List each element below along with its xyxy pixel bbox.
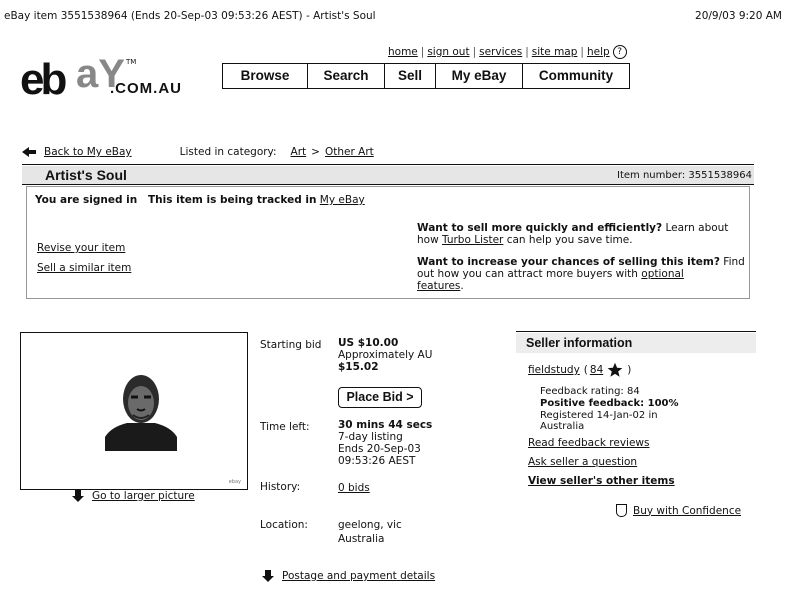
seller-heading: Seller information — [526, 336, 633, 350]
back-to-my-ebay-link[interactable]: Back to My eBay — [44, 146, 132, 158]
turbo-lister-link[interactable]: Turbo Lister — [442, 234, 504, 246]
ends-date: Ends 20-Sep-03 — [338, 443, 421, 455]
category-other-art-link[interactable]: Other Art — [324, 146, 374, 158]
seller-rule — [516, 331, 756, 332]
feedback-score-link[interactable]: 84 — [589, 364, 604, 376]
tracked-my-ebay-link[interactable]: My eBay — [319, 194, 365, 206]
nav-my-ebay[interactable]: My eBay — [436, 64, 523, 88]
main-nav — [222, 63, 630, 89]
postage-down-arrow-icon[interactable] — [262, 570, 274, 582]
sign-out-link[interactable]: sign out — [427, 46, 470, 58]
location-country: Australia — [338, 533, 385, 545]
promo1-text-b: how — [417, 234, 439, 246]
location-value: geelong, vic — [338, 519, 402, 531]
promo1-text-a: Learn about — [662, 222, 729, 234]
score-close: ) — [627, 364, 632, 376]
category-art-link[interactable]: Art — [290, 146, 307, 158]
print-datetime: 20/9/03 9:20 AM — [695, 10, 782, 22]
help-icon[interactable]: ? — [613, 45, 627, 59]
logo-domain: .COM.AU — [110, 80, 182, 97]
ask-seller-link[interactable]: Ask seller a question — [528, 456, 638, 468]
site-map-link[interactable]: site map — [531, 46, 578, 58]
breadcrumb — [22, 146, 374, 158]
time-left-label: Time left: — [260, 421, 310, 433]
logo-ay-letters: aY — [76, 52, 125, 96]
seller-other-items-link[interactable]: View seller's other items — [528, 475, 675, 487]
top-links: home | sign out | services | site map | help ? — [388, 45, 627, 59]
buy-with-confidence-row — [616, 504, 741, 517]
buy-with-confidence-link[interactable]: Buy with Confidence — [633, 504, 742, 517]
nav-browse[interactable]: Browse — [223, 64, 308, 88]
larger-picture-row — [72, 490, 195, 502]
listing-length: 7-day listing — [338, 431, 403, 443]
listed-in-label: Listed in category: — [179, 146, 277, 158]
optional-link[interactable]: optional — [641, 268, 684, 280]
approx-label: Approximately AU — [338, 349, 433, 361]
promo2-text-b: out how you can attract more buyers with — [417, 268, 638, 280]
tracked-text — [148, 194, 365, 206]
item-picture[interactable] — [20, 332, 248, 490]
positive-feedback: Positive feedback: 100% — [540, 398, 679, 409]
location-label: Location: — [260, 519, 308, 531]
sell-similar-link[interactable]: Sell a similar item — [37, 262, 132, 274]
home-link[interactable]: home — [388, 46, 418, 58]
portrait-image — [105, 371, 177, 451]
ebay-logo[interactable] — [20, 52, 190, 104]
starting-bid-label: Starting bid — [260, 339, 322, 351]
back-arrow-icon[interactable] — [22, 147, 36, 157]
feedback-rating: Feedback rating: 84 — [540, 386, 640, 397]
category-separator: > — [311, 146, 320, 158]
seller-username-link[interactable]: fieldstudy — [528, 364, 580, 376]
page-print-title: eBay item 3551538964 (Ends 20-Sep-03 09:53:26 AEST) - Artist's Soul — [4, 10, 376, 22]
promo2-text-a: Find — [719, 256, 745, 268]
features-link[interactable]: features — [417, 280, 461, 292]
approx-value: $15.02 — [338, 361, 379, 373]
turbo-lister-promo — [417, 222, 747, 246]
help-link[interactable]: help — [586, 46, 610, 58]
down-arrow-icon[interactable] — [72, 490, 84, 502]
title-rule-top — [22, 164, 754, 165]
revise-item-link[interactable]: Revise your item — [37, 242, 126, 254]
nav-community[interactable]: Community — [538, 68, 614, 83]
registered-country: Australia — [540, 421, 585, 432]
picture-stamp: ebay — [228, 479, 241, 485]
logo-tm: TM — [126, 58, 137, 66]
ends-time: 09:53:26 AEST — [338, 455, 416, 467]
nav-search[interactable]: Search — [308, 64, 385, 88]
postage-details-link[interactable]: Postage and payment details — [282, 570, 436, 582]
tracked-prefix: This item is being tracked in — [148, 194, 317, 206]
promo1-text-c: can help you save time. — [503, 234, 633, 246]
nav-sell[interactable]: Sell — [385, 64, 436, 88]
larger-picture-link[interactable]: Go to larger picture — [92, 490, 195, 502]
item-title: Artist's Soul — [45, 167, 127, 183]
score-open: ( — [583, 364, 588, 376]
promo2-end: . — [460, 280, 464, 292]
registered-date: Registered 14-Jan-02 in — [540, 410, 658, 421]
logo-eb-letters: eb — [20, 55, 64, 104]
services-link[interactable]: services — [479, 46, 523, 58]
item-number: Item number: 3551538964 — [617, 170, 752, 181]
history-label: History: — [260, 481, 301, 493]
starting-bid-value: US $10.00 — [338, 337, 399, 349]
read-feedback-link[interactable]: Read feedback reviews — [528, 437, 650, 449]
bids-link[interactable]: 0 bids — [338, 482, 370, 494]
postage-row — [262, 570, 435, 582]
star-icon — [607, 362, 623, 378]
promo1-bold: Want to sell more quickly and efficiently? — [417, 222, 663, 234]
place-bid-button[interactable]: Place Bid > — [338, 387, 422, 408]
shield-icon — [616, 504, 627, 517]
optional-features-promo — [417, 256, 747, 292]
title-rule-bottom — [22, 184, 754, 185]
time-left-value: 30 mins 44 secs — [338, 419, 433, 431]
seller-id-row — [528, 362, 631, 378]
signed-in-text: You are signed in — [35, 194, 138, 206]
promo2-bold: Want to increase your chances of selling this item? — [417, 256, 720, 268]
